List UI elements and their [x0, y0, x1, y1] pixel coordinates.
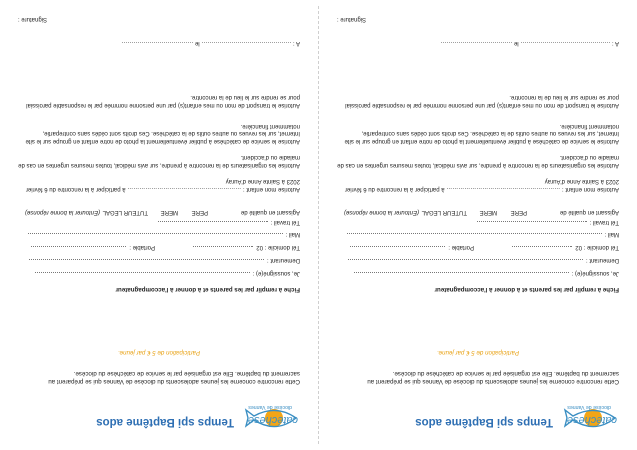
option-legal-guardian[interactable]: TUTEUR LEGAL: [102, 209, 148, 215]
work-phone-field[interactable]: [18, 219, 300, 227]
work-phone-field[interactable]: [337, 219, 619, 227]
flyer-title: Temps spi Baptême ados: [96, 416, 234, 428]
mail-label: Mail :: [604, 231, 619, 237]
residing-field[interactable]: [337, 257, 619, 265]
mobile-label: Portable :: [448, 244, 474, 250]
catechese-logo: [563, 392, 619, 440]
signature-label: Signature :: [18, 16, 48, 22]
logo-subtext: diocèse de Vannes: [248, 404, 292, 410]
place-date-field[interactable]: A : ……………………………………… le ………………………………: [440, 40, 619, 46]
authorize-photo-text: Autorise le service de catéchèse à publier éventuellement la photo de notre enfant en groupe sur le site Internet, sur les revues ou autres outils de la catéchèse. Ces droits sont cédés sans contrepartie, notamment financière.: [25, 122, 300, 144]
undersigned-field[interactable]: [337, 270, 619, 278]
logo-text: catéchèse: [247, 414, 298, 426]
option-mother[interactable]: MERE: [160, 209, 178, 215]
flyer-title: Temps spi Baptême ados: [415, 416, 553, 428]
logo-subtext: diocèse de Vannes: [567, 404, 611, 410]
logo-text: catéchèse: [566, 414, 617, 426]
registration-flyer-left: [0, 0, 318, 450]
registration-flyer-right: [319, 0, 637, 450]
catechese-logo: [244, 392, 300, 440]
guardian-role-label: Agissant en qualité de: [559, 209, 619, 215]
work-phone-label: Tél travail :: [270, 219, 300, 225]
home-phone-field[interactable]: [18, 244, 300, 252]
work-phone-label: Tél travail :: [589, 219, 619, 225]
signature-label: Signature :: [337, 16, 367, 22]
authorize-organizers-text: Autorise les organisateurs de la rencontre à prendre, sur avis médical, toutes mesures urgentes en cas de maladie ou d'accident.: [18, 154, 300, 168]
circle-answer-note: (Entourer la bonne réponse): [24, 209, 100, 215]
participation-fee: Participation de 5 € par jeune.: [117, 349, 201, 356]
option-father[interactable]: PERE: [191, 209, 208, 215]
intro-text: Cette rencontre concerne les jeunes adolescents du diocèse de Vannes qui se préparent au sacrement du baptême. Elle est organisée par le service de catéchèse du diocèse.: [367, 370, 619, 385]
authorize-photo-text: Autorise le service de catéchèse à publier éventuellement la photo de notre enfant en groupe sur le site Internet, sur les revues ou autres outils de la catéchèse. Ces droits sont cédés sans contrepartie, notamment financière.: [344, 122, 619, 144]
option-legal-guardian[interactable]: TUTEUR LEGAL: [421, 209, 467, 215]
mobile-label: Portable :: [129, 244, 155, 250]
residing-label: Demeurant :: [585, 257, 619, 263]
mobile-field[interactable]: [350, 244, 474, 252]
option-mother[interactable]: MERE: [479, 209, 497, 215]
form-section-title: Fiche à remplir par les parents et à donner à l'accompagnateur: [115, 286, 300, 293]
guardian-role-label: Agissant en qualité de: [240, 209, 300, 215]
home-phone-field[interactable]: [337, 244, 619, 252]
mail-label: Mail :: [285, 231, 300, 237]
mail-field[interactable]: [337, 231, 619, 239]
mobile-field[interactable]: [31, 244, 155, 252]
residing-label: Demeurant :: [266, 257, 300, 263]
participation-fee: Participation de 5 € par jeune.: [436, 349, 520, 356]
home-phone-label: Tél domicile : 02: [256, 244, 300, 250]
form-section-title: Fiche à remplir par les parents et à donner à l'accompagnateur: [434, 286, 619, 293]
intro-text: Cette rencontre concerne les jeunes adolescents du diocèse de Vannes qui se préparent au sacrement du baptême. Elle est organisée par le service de catéchèse du diocèse.: [48, 370, 300, 385]
home-phone-label: Tél domicile : 02: [575, 244, 619, 250]
authorize-transport-text: Autorise le transport de mon ou mes enfant(s) par une personne nommée par le responsable paroissial pour se rendre sur le lieu de la rencontre.: [345, 94, 619, 108]
authorize-organizers-text: Autorise les organisateurs de la rencontre à prendre, sur avis médical, toutes mesures urgentes en cas de maladie ou d'accident.: [337, 154, 619, 168]
authorize-child-text: Autorise mon enfant : ………………………………………………… à participer à la rencontre du 6 février 2023 à Sainte Anne d'Auray: [344, 178, 619, 192]
undersigned-field[interactable]: [18, 270, 300, 278]
option-father[interactable]: PERE: [510, 209, 527, 215]
circle-answer-note: (Entourer la bonne réponse): [343, 209, 419, 215]
place-date-field[interactable]: A : ……………………………………… le ………………………………: [121, 40, 300, 46]
undersigned-label: Je, soussigné(e) :: [571, 270, 619, 276]
residing-field[interactable]: [18, 257, 300, 265]
undersigned-label: Je, soussigné(e) :: [252, 270, 300, 276]
authorize-transport-text: Autorise le transport de mon ou mes enfant(s) par une personne nommée par le responsable paroissial pour se rendre sur le lieu de la rencontre.: [26, 94, 300, 108]
mail-field[interactable]: [18, 231, 300, 239]
authorize-child-text: Autorise mon enfant : ………………………………………………… à participer à la rencontre du 6 février 2023 à Sainte Anne d'Auray: [25, 178, 300, 192]
